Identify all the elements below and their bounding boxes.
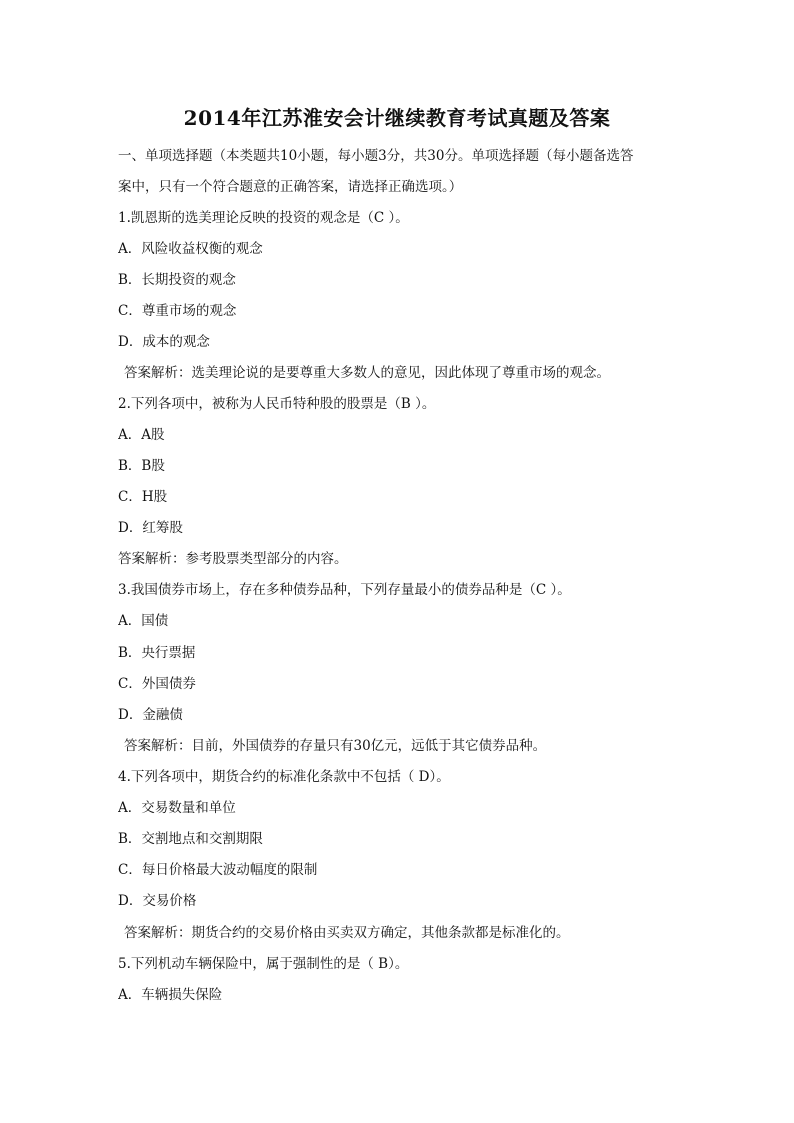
question-4-option-c: C．每日价格最大波动幅度的限制 [118, 862, 318, 878]
question-2-option-a: A．A股 [118, 427, 165, 443]
section-heading-continued: 案中，只有一个符合题意的正确答案，请选择正确选项。） [118, 179, 463, 195]
question-4-option-b: B．交割地点和交割期限 [118, 831, 263, 847]
question-4-option-d: D．交易价格 [118, 893, 197, 909]
document-title: 2014年江苏淮安会计继续教育考试真题及答案 [183, 106, 611, 130]
question-3: 3.我国债券市场上，存在多种债券品种，下列存量最小的债券品种是（C ）。 [118, 582, 571, 598]
question-4-option-a: A．交易数量和单位 [118, 800, 236, 816]
question-3-explanation: 答案解析：目前，外国债券的存量只有30亿元，远低于其它债券品种。 [124, 738, 547, 754]
question-2-option-d: D．红筹股 [118, 520, 183, 536]
question-2-explanation: 答案解析：参考股票类型部分的内容。 [118, 551, 348, 567]
question-5-option-a: A．车辆损失保险 [118, 987, 223, 1003]
question-1-option-d: D．成本的观念 [118, 334, 210, 350]
question-4: 4.下列各项中，期货合约的标准化条款中不包括（ D）。 [118, 769, 450, 785]
question-1-option-c: C．尊重市场的观念 [118, 303, 237, 319]
question-3-option-a: A．国债 [118, 613, 169, 629]
question-1-option-b: B．长期投资的观念 [118, 272, 236, 288]
question-1: 1.凯恩斯的选美理论反映的投资的观念是（C ）。 [118, 210, 409, 226]
question-3-option-b: B．央行票据 [118, 645, 196, 661]
question-3-option-c: C．外国债券 [118, 676, 196, 692]
question-4-explanation: 答案解析：期货合约的交易价格由买卖双方确定，其他条款都是标准化的。 [124, 925, 570, 941]
question-1-explanation: 答案解析：选美理论说的是要尊重大多数人的意见，因此体现了尊重市场的观念。 [124, 365, 610, 381]
question-2-option-b: B．B股 [118, 458, 165, 474]
section-heading: 一、单项选择题（本类题共10小题，每小题3分，共30分。单项选择题（每小题备选答 [118, 148, 634, 164]
question-2: 2.下列各项中，被称为人民币特种股的股票是（B ）。 [118, 396, 436, 412]
question-1-option-a: A．风险收益权衡的观念 [118, 241, 263, 257]
question-2-option-c: C．H股 [118, 489, 168, 505]
question-3-option-d: D．金融债 [118, 707, 183, 723]
question-5: 5.下列机动车辆保险中，属于强制性的是（ B）。 [118, 956, 409, 972]
